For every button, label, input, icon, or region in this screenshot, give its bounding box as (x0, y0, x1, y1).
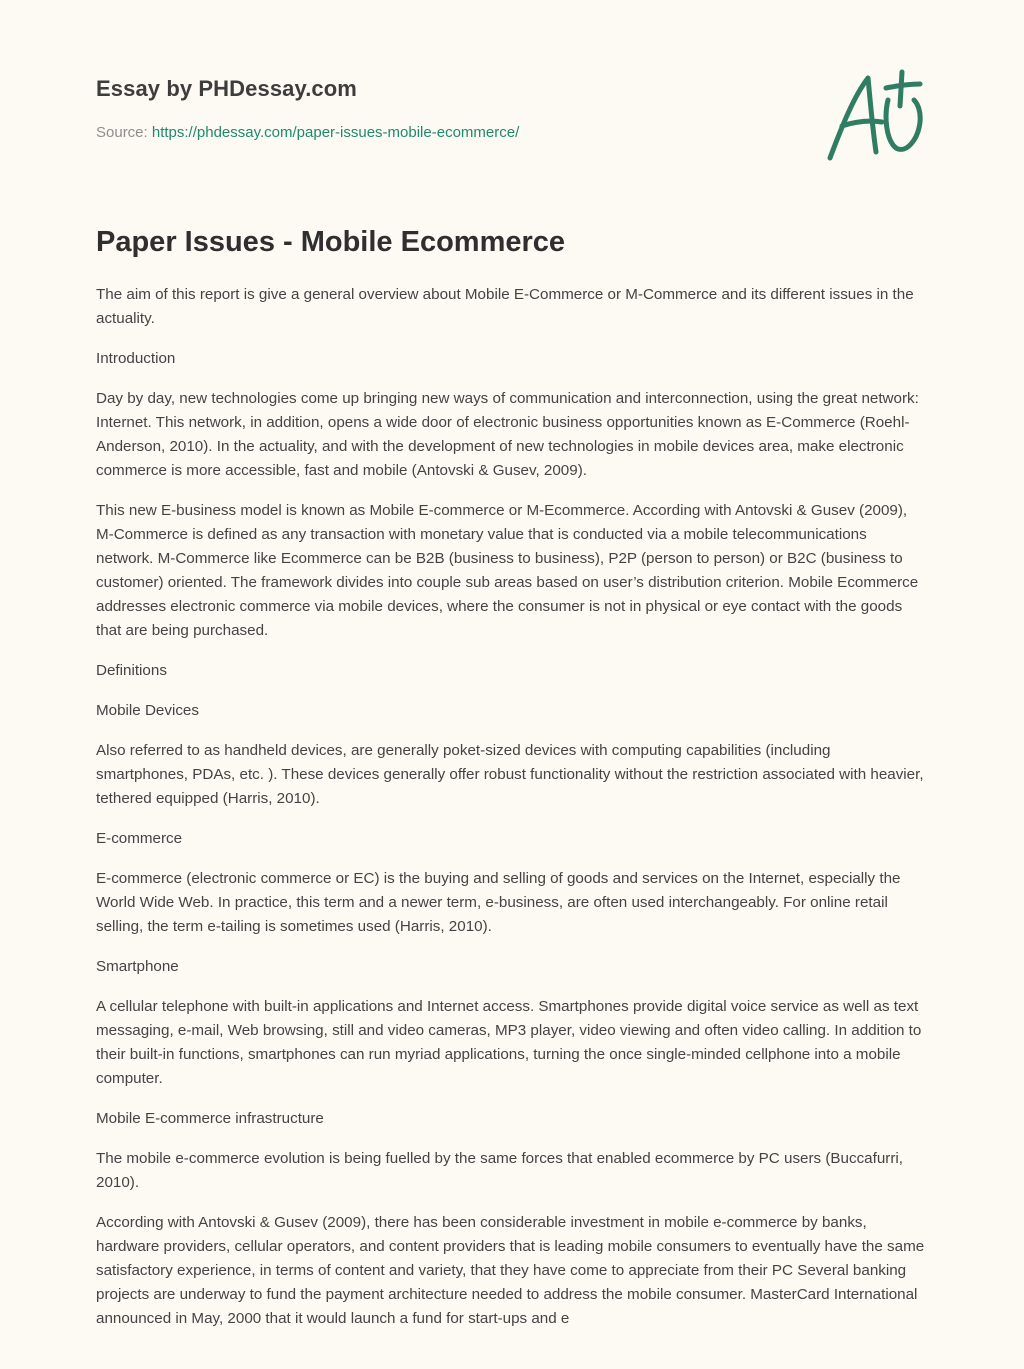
section-heading: E-commerce (96, 830, 183, 847)
paragraph: This new E-business model is known as Mobile E-commerce or M-Ecommerce. According with Antovski & Gusev (2009), M-Commerce is defined as any transaction with monetary value that is conducted via a mobile telecommunications network. M-Commerce like Ecommerce can be B2B (business to business), P2P (person to person) or B2C (business to customer) oriented. The framework divides into couple sub areas based on user’s distribution criterion. Mobile Ecommerce addresses electronic commerce via mobile devices, where the consumer is not in physical or eye contact with the goods that are being purchased. (96, 502, 919, 639)
section-heading: Mobile E-commerce infrastructure (96, 1110, 324, 1127)
paragraph: According with Antovski & Gusev (2009), there has been considerable investment in mobile e-commerce by banks, hardware providers, cellular operators, and content providers that is leading mobile consumers to eventually have the same satisfactory experience, in terms of content and variety, that they have come to appreciate from their PC Several banking projects are underway to fund the payment architecture needed to address the mobile consumer. MasterCard International announced in May, 2000 that it would launch a fund for start-ups and e (96, 1214, 925, 1327)
paragraph: The mobile e-commerce evolution is being fuelled by the same forces that enabled ecommerce by PC users (Buccafurri, 2010). (96, 1150, 903, 1191)
paragraph: Day by day, new technologies come up bringing new ways of communication and interconnection, using the great network: Internet. This network, in addition, opens a wide door of electronic business opportunities known as E-Commerce (Roehl-Anderson, 2010). In the actuality, and with the development of new technologies in mobile devices area, make electronic commerce is more accessible, fast and mobile (Antovski & Gusev, 2009). (96, 390, 919, 479)
section-heading: Introduction (96, 350, 176, 367)
header (96, 0, 926, 200)
document-page (96, 0, 926, 1327)
section-heading: Definitions (96, 662, 167, 679)
site-title: Essay by PHDessay.com (96, 76, 357, 101)
paragraph: The aim of this report is give a general overview about Mobile E-Commerce or M-Commerce and its different issues in the actuality. (96, 286, 914, 327)
essay-title: Paper Issues - Mobile Ecommerce (96, 226, 566, 258)
source-link[interactable]: https://phdessay.com/paper-issues-mobile-ecommerce/ (151, 124, 520, 141)
source-label: Source: (96, 124, 152, 141)
paragraph: E-commerce (electronic commerce or EC) is the buying and selling of goods and services on the Internet, especially the World Wide Web. In practice, this term and a newer term, e-business, are often used interchangeably. For online retail selling, the term e-tailing is sometimes used (Harris, 2010). (96, 870, 901, 935)
paragraph: A cellular telephone with built-in applications and Internet access. Smartphones provide digital voice service as well as text messaging, e-mail, Web browsing, still and video cameras, MP3 player, video viewing and often video calling. In addition to their built-in functions, smartphones can run myriad applications, turning the once single-minded cellphone into a mobile computer. (96, 998, 922, 1087)
section-heading: Mobile Devices (96, 702, 199, 719)
source-line (96, 124, 519, 141)
section-heading: Smartphone (96, 958, 179, 975)
essay-body (96, 283, 926, 1347)
paragraph: Also referred to as handheld devices, are generally poket-sized devices with computing capabilities (including smartphones, PDAs, etc. ). These devices generally offer robust functionality without the restriction associated with heavier, tethered equipped (Harris, 2010). (96, 742, 924, 807)
a-plus-logo-icon (824, 66, 928, 166)
